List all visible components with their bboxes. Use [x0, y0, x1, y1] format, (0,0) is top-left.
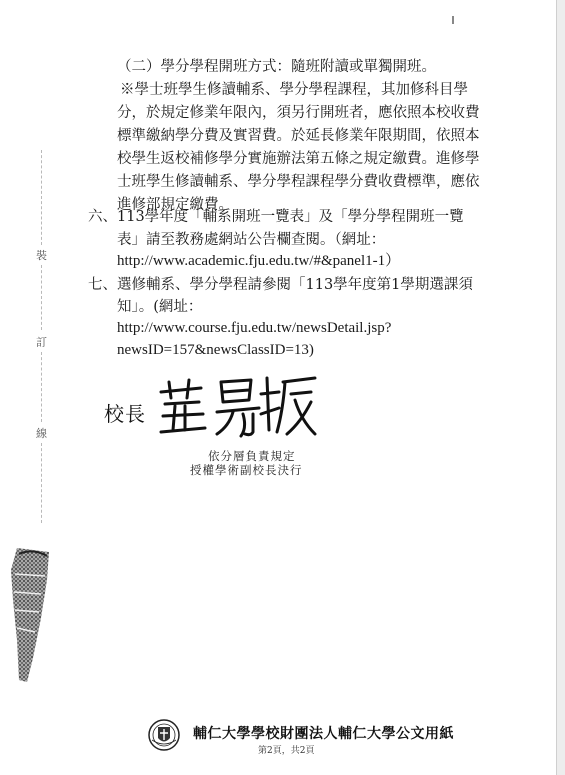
item6-url[interactable]: http://www.academic.fju.edu.tw/#&panel1-1）	[117, 253, 401, 269]
item2-note-line: 校學生返校補修學分實施辦法第五條之規定繳費。進修學	[117, 151, 480, 167]
binding-mark-ding: 訂	[36, 336, 47, 349]
binding-line	[41, 443, 42, 523]
signature-title: 校長	[104, 402, 146, 426]
page-edge	[556, 0, 565, 775]
item2-note-line: 分，於規定修業年限內，須另行開班者，應依照本校收費	[117, 105, 480, 121]
scan-mark	[452, 16, 454, 24]
item2-note-line: 標準繳納學分費及實習費。於延長修業年限期間，依照本	[117, 128, 480, 144]
authority-note-line: 依分層負責規定	[208, 449, 296, 463]
university-emblem-image	[148, 718, 180, 752]
item7-line: 知」。(網址：	[117, 299, 203, 315]
perforation-seal-image	[3, 540, 58, 690]
page-number: 第2頁，共2頁	[258, 746, 315, 756]
item7-url[interactable]: http://www.course.fju.edu.tw/newsDetail.jsp?	[117, 320, 392, 336]
item2-note-line: ※學士班學生修讀輔系、學分學程課程，其加修科目學	[120, 82, 468, 98]
item7-line: 七、選修輔系、學分學程請參閱「113學年度第1學期選課須	[88, 277, 473, 293]
binding-mark-zhuang: 裝	[36, 249, 47, 262]
item6-line: 六、113學年度「輔系開班一覽表」及「學分學程開班一覽	[88, 209, 464, 225]
item6-line: 表」請至教務處網站公告欄查閱。（網址：	[117, 232, 386, 248]
item7-url-cont[interactable]: newsID=157&newsClassID=13)	[117, 342, 314, 358]
binding-line	[41, 352, 42, 422]
binding-line	[41, 265, 42, 330]
item2-note-line: 士班學生修讀輔系、學分學程課程學分費收費標準，應依	[117, 174, 480, 190]
binding-mark-xian: 線	[36, 427, 47, 440]
item2-heading: （二）學分學程開班方式：隨班附讀或單獨開班。	[117, 59, 436, 75]
letterhead-title: 輔仁大學學校財團法人輔仁大學公文用紙	[193, 726, 454, 742]
authority-note-line: 授權學術副校長決行	[190, 463, 303, 477]
item2-note-line: 進修部規定繳費。	[117, 197, 233, 213]
signature-image	[155, 370, 320, 440]
binding-line	[41, 150, 42, 245]
